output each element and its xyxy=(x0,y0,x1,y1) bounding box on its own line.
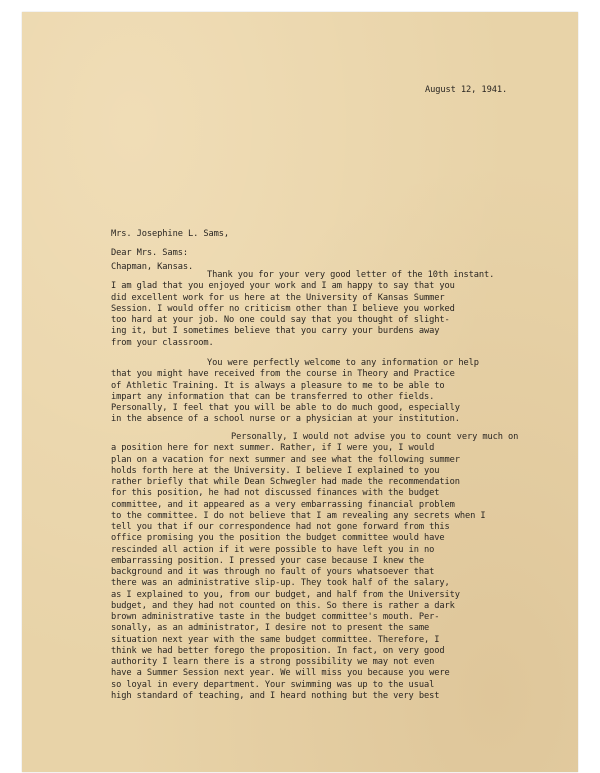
paragraph-line: impart any information that can be transferred to other fields. xyxy=(111,391,435,402)
paragraph-line: think we had better forego the proposition. In fact, on very good xyxy=(111,645,445,656)
paragraph-line: in the absence of a school nurse or a physician at your institution. xyxy=(111,414,460,425)
recipient-location: Chapman, Kansas. xyxy=(111,262,194,273)
paragraph-line: plan on a vacation for next summer and see what the following summer xyxy=(111,454,460,465)
paragraph-line: there was an administrative slip-up. They took half of the salary, xyxy=(111,578,450,589)
paragraph-1 xyxy=(111,270,494,349)
paragraph-line: committee, and it appeared as a very embarrassing financial problem xyxy=(111,499,455,510)
paragraph-line: Personally, I would not advise you to count very much on xyxy=(231,432,519,442)
paragraph-line: budget, and they had not counted on this. So there is rather a dark xyxy=(111,600,455,611)
paragraph-line: office promising you the position the budget committee would have xyxy=(111,533,445,544)
paragraph-line: so loyal in every department. Your swimming was up to the usual xyxy=(111,679,435,690)
paragraph-line: from your classroom. xyxy=(111,337,214,348)
paragraph-line: high standard of teaching, and I heard nothing but the very best xyxy=(111,690,440,701)
paragraph-line: a position here for next summer. Rather, if I were you, I would xyxy=(111,443,435,454)
paragraph-line: rather briefly that while Dean Schwegler had made the recommendation xyxy=(111,477,460,487)
paragraph-2 xyxy=(111,358,479,426)
letter-date: August 12, 1941. xyxy=(425,85,508,95)
paragraph-line: of Athletic Training. It is always a pleasure to me to be able to xyxy=(111,380,445,391)
paragraph-line: too hard at your job. No one could say that you thought of slight- xyxy=(111,315,450,325)
paragraph-line: You were perfectly welcome to any information or help xyxy=(207,358,479,368)
paragraph-line: sonally, as an administrator, I desire not to present the same xyxy=(111,623,430,634)
salutation: Dear Mrs. Sams: xyxy=(111,248,188,258)
paragraph-line: rescinded all action if it were possible to have left you in no xyxy=(111,544,435,555)
paragraph-line: have a Summer Session next year. We will miss you because you were xyxy=(111,668,450,679)
paragraph-line: that you might have received from the course in Theory and Practice xyxy=(111,369,455,380)
paragraph-line: Personally, I feel that you will be able to do much good, especially xyxy=(111,403,460,413)
paragraph-3 xyxy=(111,432,518,702)
recipient-name: Mrs. Josephine L. Sams, xyxy=(111,228,229,239)
paragraph-line: brown administrative taste in the budget committee's mouth. Per- xyxy=(111,612,440,622)
paragraph-line: as I explained to you, from our budget, and half from the University xyxy=(111,589,460,600)
paragraph-line: ing it, but I sometimes believe that you carry your burdens away xyxy=(111,326,440,337)
paragraph-line: I am glad that you enjoyed your work and I am happy to say that you xyxy=(111,281,455,292)
paragraph-line: situation next year with the same budget committee. Therefore, I xyxy=(111,634,440,645)
paragraph-line: embarrassing position. I pressed your case because I knew the xyxy=(111,555,424,566)
paragraph-line: authority I learn there is a strong possibility we may not even xyxy=(111,657,435,667)
letter-page xyxy=(22,12,578,772)
paragraph-line: to the committee. I do not believe that I am revealing any secrets when I xyxy=(111,510,486,521)
paragraph-line: background and it was through no fault of yours whatsoever that xyxy=(111,567,435,577)
paragraph-line: holds forth here at the University. I believe I explained to you xyxy=(111,465,440,476)
paragraph-line: did excellent work for us here at the University of Kansas Summer xyxy=(111,292,445,303)
paragraph-line: Thank you for your very good letter of the 10th instant. xyxy=(207,270,495,280)
paragraph-line: tell you that if our correspondence had not gone forward from this xyxy=(111,522,450,532)
paragraph-line: for this position, he had not discussed finances with the budget xyxy=(111,488,440,499)
paragraph-line: Session. I would offer no criticism other than I believe you worked xyxy=(111,303,455,314)
